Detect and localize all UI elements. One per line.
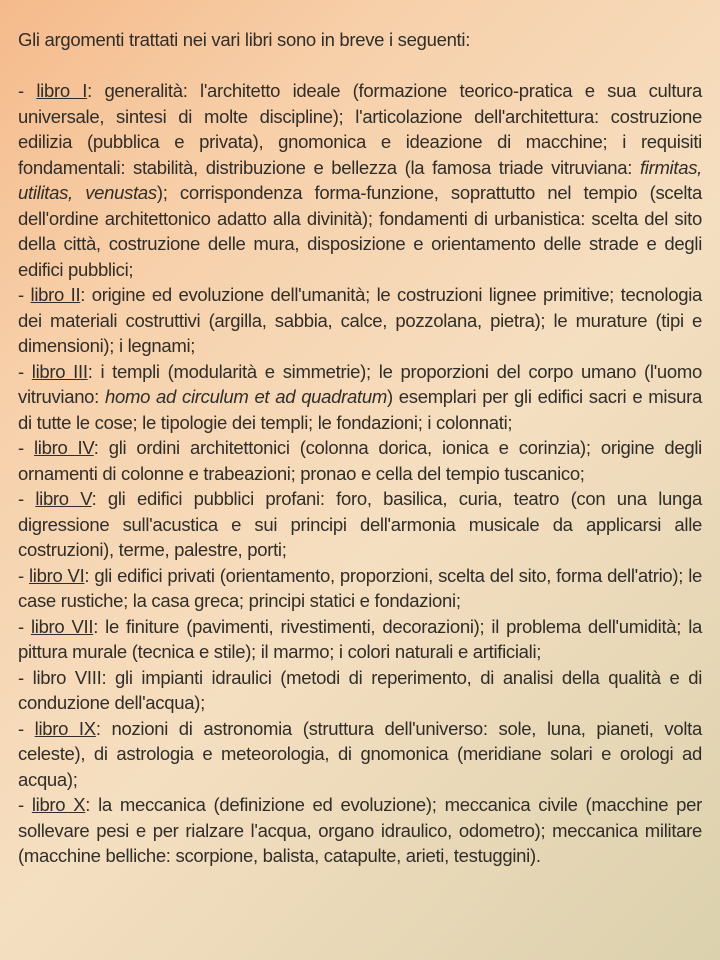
list-item: - libro V: gli edifici pubblici profani: foro, basilica, curia, teatro (con una lunga digressione sull'acustica e sui principi dell'armonia musicale da applicarsi alle costruzioni), terme, palestre, porti; bbox=[18, 488, 702, 560]
list-item: - libro VI: gli edifici privati (orientamento, proporzioni, scelta del sito, forma dell'atrio); le case rustiche; la casa greca; principi statici e fondazioni; bbox=[18, 564, 702, 611]
book-text: : gli impianti idraulici (metodi di reperimento, di analisi della qualità e di conduzione dell'acqua); bbox=[18, 666, 703, 713]
book-label: libro V bbox=[35, 488, 92, 509]
book-text: : i templi (modularità e simmetrie); le proporzioni del corpo umano (l'uomo vitruviano: bbox=[18, 360, 703, 407]
book-text: : nozioni di astronomia (struttura dell'universo: sole, luna, pianeti, volta celeste), di astrologia e meteorologia, di gnomonica (meridiane solari e orologi ad acqua); bbox=[18, 717, 703, 790]
book-label: libro III bbox=[31, 360, 88, 382]
book-label: libro IX bbox=[34, 717, 96, 739]
book-text: : gli edifici pubblici profani: foro, basilica, curia, teatro (con una lunga digressione sull'acustica e sui principi dell'armonia musicale da applicarsi alle costruzioni), terme, palestre, porti; bbox=[18, 488, 702, 560]
book-text: : gli ordini architettonici (colonna dorica, ionica e corinzia); origine degli ornamenti di colonne e trabeazioni; pronao e cella del tempio tuscanico; bbox=[18, 437, 702, 484]
book-label: libro X bbox=[31, 794, 86, 815]
book-text: : le finiture (pavimenti, rivestimenti, decorazioni); il problema dell'umidità; la pittura murale (tecnica e stile); il marmo; i colori naturali e artificiali; bbox=[18, 615, 703, 662]
list-item: - libro IV: gli ordini architettonici (colonna dorica, ionica e corinzia); origine degli ornamenti di colonne e trabeazioni; pronao e cella del tempio tuscanico; bbox=[18, 437, 702, 484]
book-text: : origine ed evoluzione dell'umanità; le costruzioni lignee primitive; tecnologia dei materiali costruttivi (argilla, sabbia, calce, pozzolana, pietra); le murature (tipi e dimensioni); i legnami; bbox=[18, 284, 702, 356]
list-item: - libro VIII: gli impianti idraulici (metodi di reperimento, di analisi della qualità e di conduzione dell'acqua); bbox=[18, 666, 703, 713]
latin-term: homo ad circulum et ad quadratum bbox=[105, 386, 387, 407]
list-item: - libro III: i templi (modularità e simmetrie); le proporzioni del corpo umano (l'uomo vitruviano: homo ad circulum et ad quadratum) esemplari per gli edifici sacri e misura di tutte le cose; le tipologie dei templi; le fondazioni; i colonnati; bbox=[18, 360, 703, 433]
book-list bbox=[18, 78, 702, 869]
book-text: ); corrispondenza forma-funzione, soprattutto nel tempio (scelta dell'ordine architettonico adatto alla divinità); fondamenti di urbanistica: scelta del sito della città, costruzione delle mura, disposizione e orientamento delle strade e degli edifici pubblici; bbox=[18, 182, 702, 280]
list-item: - libro VII: le finiture (pavimenti, rivestimenti, decorazioni); il problema dell'umidità; la pittura murale (tecnica e stile); il marmo; i colori naturali e artificiali; bbox=[18, 615, 703, 662]
list-item: - libro II: origine ed evoluzione dell'umanità; le costruzioni lignee primitive; tecnologia dei materiali costruttivi (argilla, sabbia, calce, pozzolana, pietra); le murature (tipi e dimensioni); i legnami; bbox=[18, 284, 702, 356]
latin-term: firmitas, utilitas, venustas bbox=[18, 156, 702, 203]
book-label: libro VI bbox=[28, 564, 85, 586]
list-item: - libro IX: nozioni di astronomia (struttura dell'universo: sole, luna, pianeti, volta celeste), di astrologia e meteorologia, di gnomonica (meridiane solari e orologi ad acqua); bbox=[18, 717, 703, 790]
list-item: - libro I: generalità: l'architetto ideale (formazione teorico-pratica e sua cultura universale, sintesi di molte discipline); l'articolazione dell'architettura: costruzione edilizia (pubblica e privata), gnomonica e ideazione di macchine; i requisiti fondamentali: stabilità, distribuzione e bellezza (la famosa triade vitruviana: firmitas, utilitas, venustas); corrispondenza forma-funzione, soprattutto nel tempio (scelta dell'ordine architettonico adatto alla divinità); fondamenti di urbanistica: scelta del sito della città, costruzione delle mura, disposizione e orientamento delle strade e degli edifici pubblici; bbox=[18, 80, 703, 280]
book-text: : gli edifici privati (orientamento, proporzioni, scelta del sito, forma dell'atrio); le case rustiche; la casa greca; principi statici e fondazioni; bbox=[18, 564, 702, 611]
list-item: - libro X: la meccanica (definizione ed evoluzione); meccanica civile (macchine per sollevare pesi e per rialzare l'acqua, organo idraulico, odometro); meccanica militare (macchine belliche: scorpione, balista, catapulte, arieti, testuggini). bbox=[18, 794, 702, 866]
book-label: libro VIII bbox=[32, 666, 102, 688]
book-text: : la meccanica (definizione ed evoluzione); meccanica civile (macchine per sollevare pesi e per rialzare l'acqua, organo idraulico, odometro); meccanica militare (macchine belliche: scorpione, balista, catapulte, arieti, testuggini). bbox=[18, 794, 702, 866]
book-label: libro VII bbox=[30, 615, 94, 637]
book-label: libro I bbox=[36, 80, 88, 101]
book-text: : generalità: l'architetto ideale (formazione teorico-pratica e sua cultura universale, sintesi di molte discipline); l'articolazione dell'architettura: costruzione edilizia (pubblica e privata), gnomonica e ideazione di macchine; i requisiti fondamentali: stabilità, distribuzione e bellezza (la famosa triade vitruviana: bbox=[18, 80, 703, 178]
intro-paragraph: Gli argomenti trattati nei vari libri sono in breve i seguenti: bbox=[18, 29, 471, 50]
book-text: ) esemplari per gli edifici sacri e misura di tutte le cose; le tipologie dei templi; le fondazioni; i colonnati; bbox=[18, 386, 703, 433]
book-label: libro II bbox=[30, 284, 81, 305]
book-label: libro IV bbox=[33, 437, 94, 458]
